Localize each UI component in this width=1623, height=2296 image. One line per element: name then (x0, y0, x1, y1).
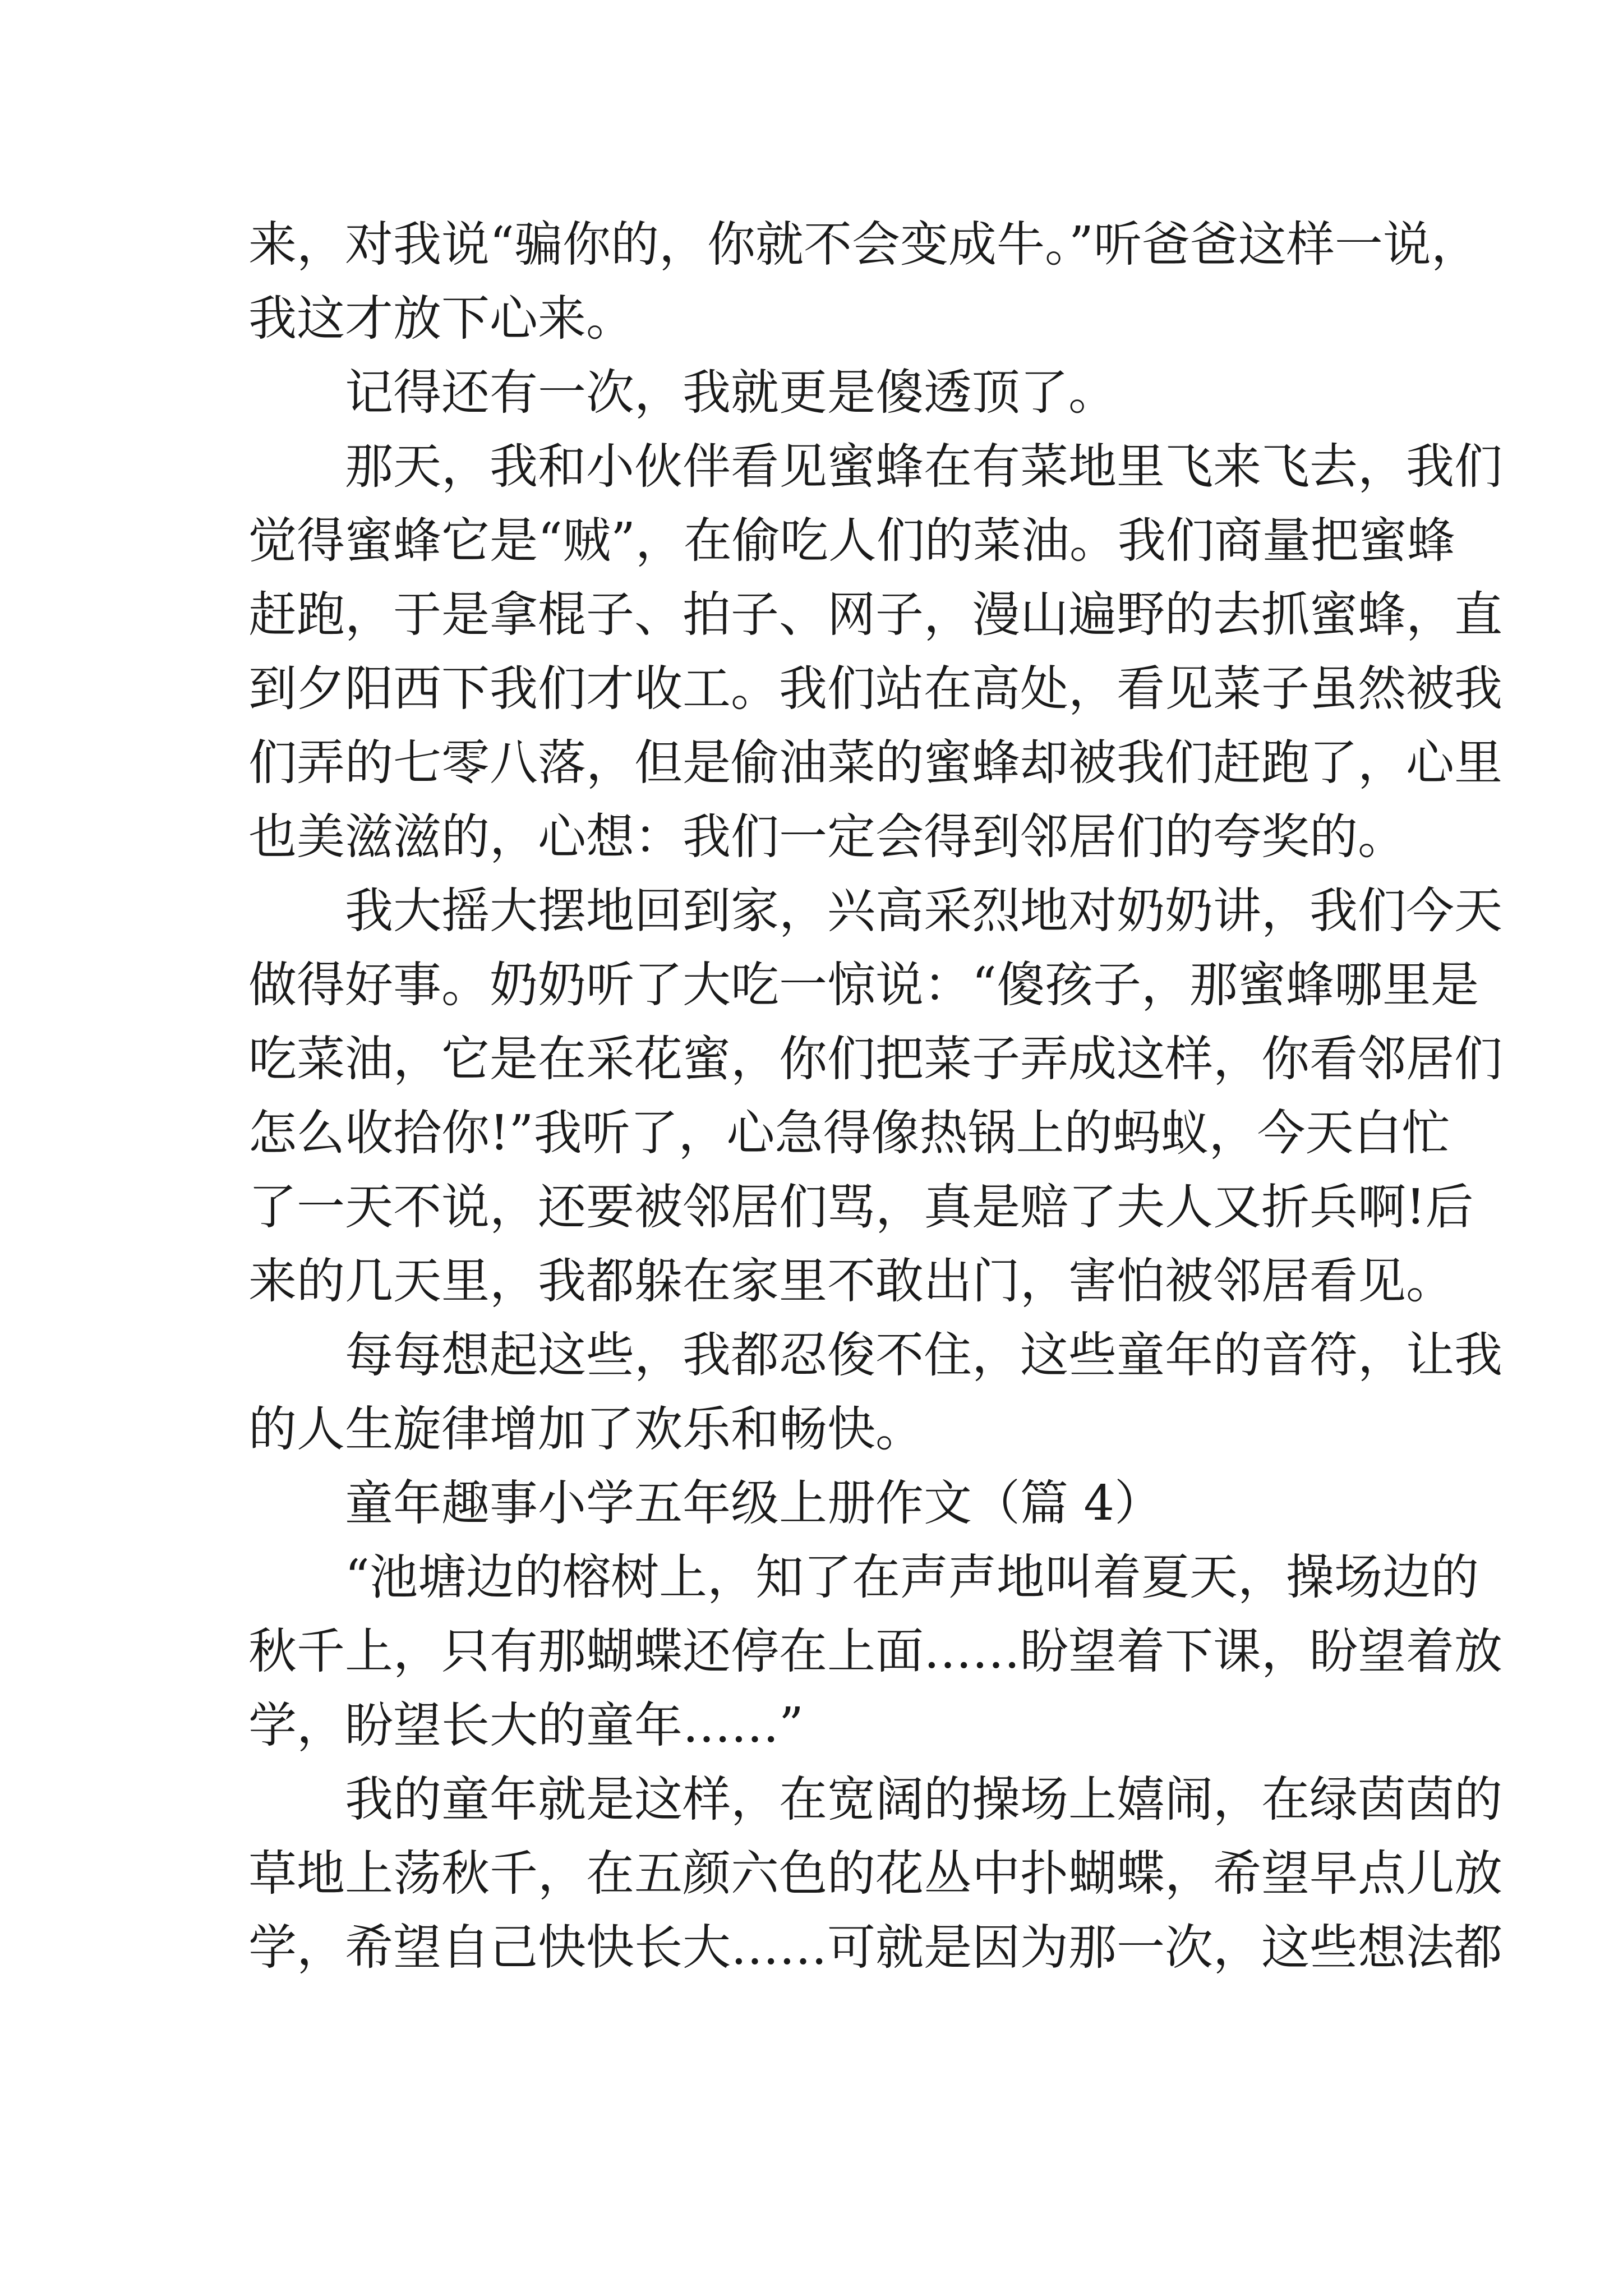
paragraph-4 (248, 874, 1502, 1318)
paragraph-line: 那天，我和小伙伴看见蜜蜂在有菜地里飞来飞去，我们 (345, 439, 1502, 495)
paragraph-7 (248, 1540, 1502, 1763)
paragraph-line: 们弄的七零八落，但是偷油菜的蜜蜂却被我们赶跑了，心里 (248, 735, 1502, 791)
paragraph-5 (248, 1318, 1502, 1466)
paragraph-line: 学，希望自己快快长大……可就是因为那一次，这些想法都 (248, 1920, 1502, 1976)
paragraph-line: “池塘边的榕树上，知了在声声地叫着夏天，操场边的 (345, 1549, 1479, 1605)
section-heading (248, 1466, 1393, 1540)
paragraph-line: 我这才放下心来。 (248, 291, 634, 347)
paragraph-line: 我的童年就是这样，在宽阔的操场上嬉闹，在绿茵茵的 (345, 1772, 1502, 1828)
paragraph-line: 也美滋滋的，心想：我们一定会得到邻居们的夸奖的。 (248, 809, 1406, 865)
paragraph-line: 的人生旋律增加了欢乐和畅快。 (248, 1401, 924, 1457)
paragraph-2 (248, 356, 1393, 430)
paragraph-line: 来，对我说“骗你的，你就不会变成牛。”听爸爸这样一说， (248, 217, 1479, 273)
document-body (248, 208, 1502, 1985)
paragraph-line: 草地上荡秋千，在五颜六色的花丛中扑蝴蝶，希望早点儿放 (248, 1846, 1502, 1902)
paragraph-line: 觉得蜜蜂它是“贼”，在偷吃人们的菜油。我们商量把蜜蜂 (248, 513, 1455, 569)
paragraph-line: 到夕阳西下我们才收工。我们站在高处，看见菜子虽然被我 (248, 661, 1502, 717)
paragraph-line: 学，盼望长大的童年……” (248, 1697, 804, 1754)
section-heading-text: 童年趣事小学五年级上册作文（篇 4） (345, 1475, 1163, 1531)
paragraph-line: 我大摇大摆地回到家，兴高采烈地对奶奶讲，我们今天 (345, 883, 1502, 939)
paragraph-line: 吃菜油，它是在采花蜜，你们把菜子弄成这样，你看邻居们 (248, 1031, 1502, 1087)
paragraph-1 (248, 208, 1479, 356)
paragraph-line: 来的几天里，我都躲在家里不敢出门，害怕被邻居看见。 (248, 1253, 1454, 1309)
paragraph-line: 每每想起这些，我都忍俊不住，这些童年的音符，让我 (345, 1327, 1502, 1383)
paragraph-line: 做得好事。奶奶听了大吃一惊说：“傻孩子，那蜜蜂哪里是 (248, 957, 1479, 1013)
paragraph-line: 赶跑，于是拿棍子、拍子、网子，漫山遍野的去抓蜜蜂，直 (248, 587, 1502, 643)
paragraph-line: 秋千上，只有那蝴蝶还停在上面……盼望着下课，盼望着放 (248, 1623, 1502, 1680)
paragraph-8 (248, 1763, 1502, 1985)
paragraph-line: 怎么收拾你!”我听了，心急得像热锅上的蚂蚁，今天白忙 (248, 1105, 1450, 1161)
paragraph-line: 了一天不说，还要被邻居们骂，真是赔了夫人又折兵啊!后 (248, 1179, 1474, 1235)
paragraph-line: 记得还有一次，我就更是傻透顶了。 (345, 365, 1117, 421)
paragraph-3 (248, 430, 1502, 874)
